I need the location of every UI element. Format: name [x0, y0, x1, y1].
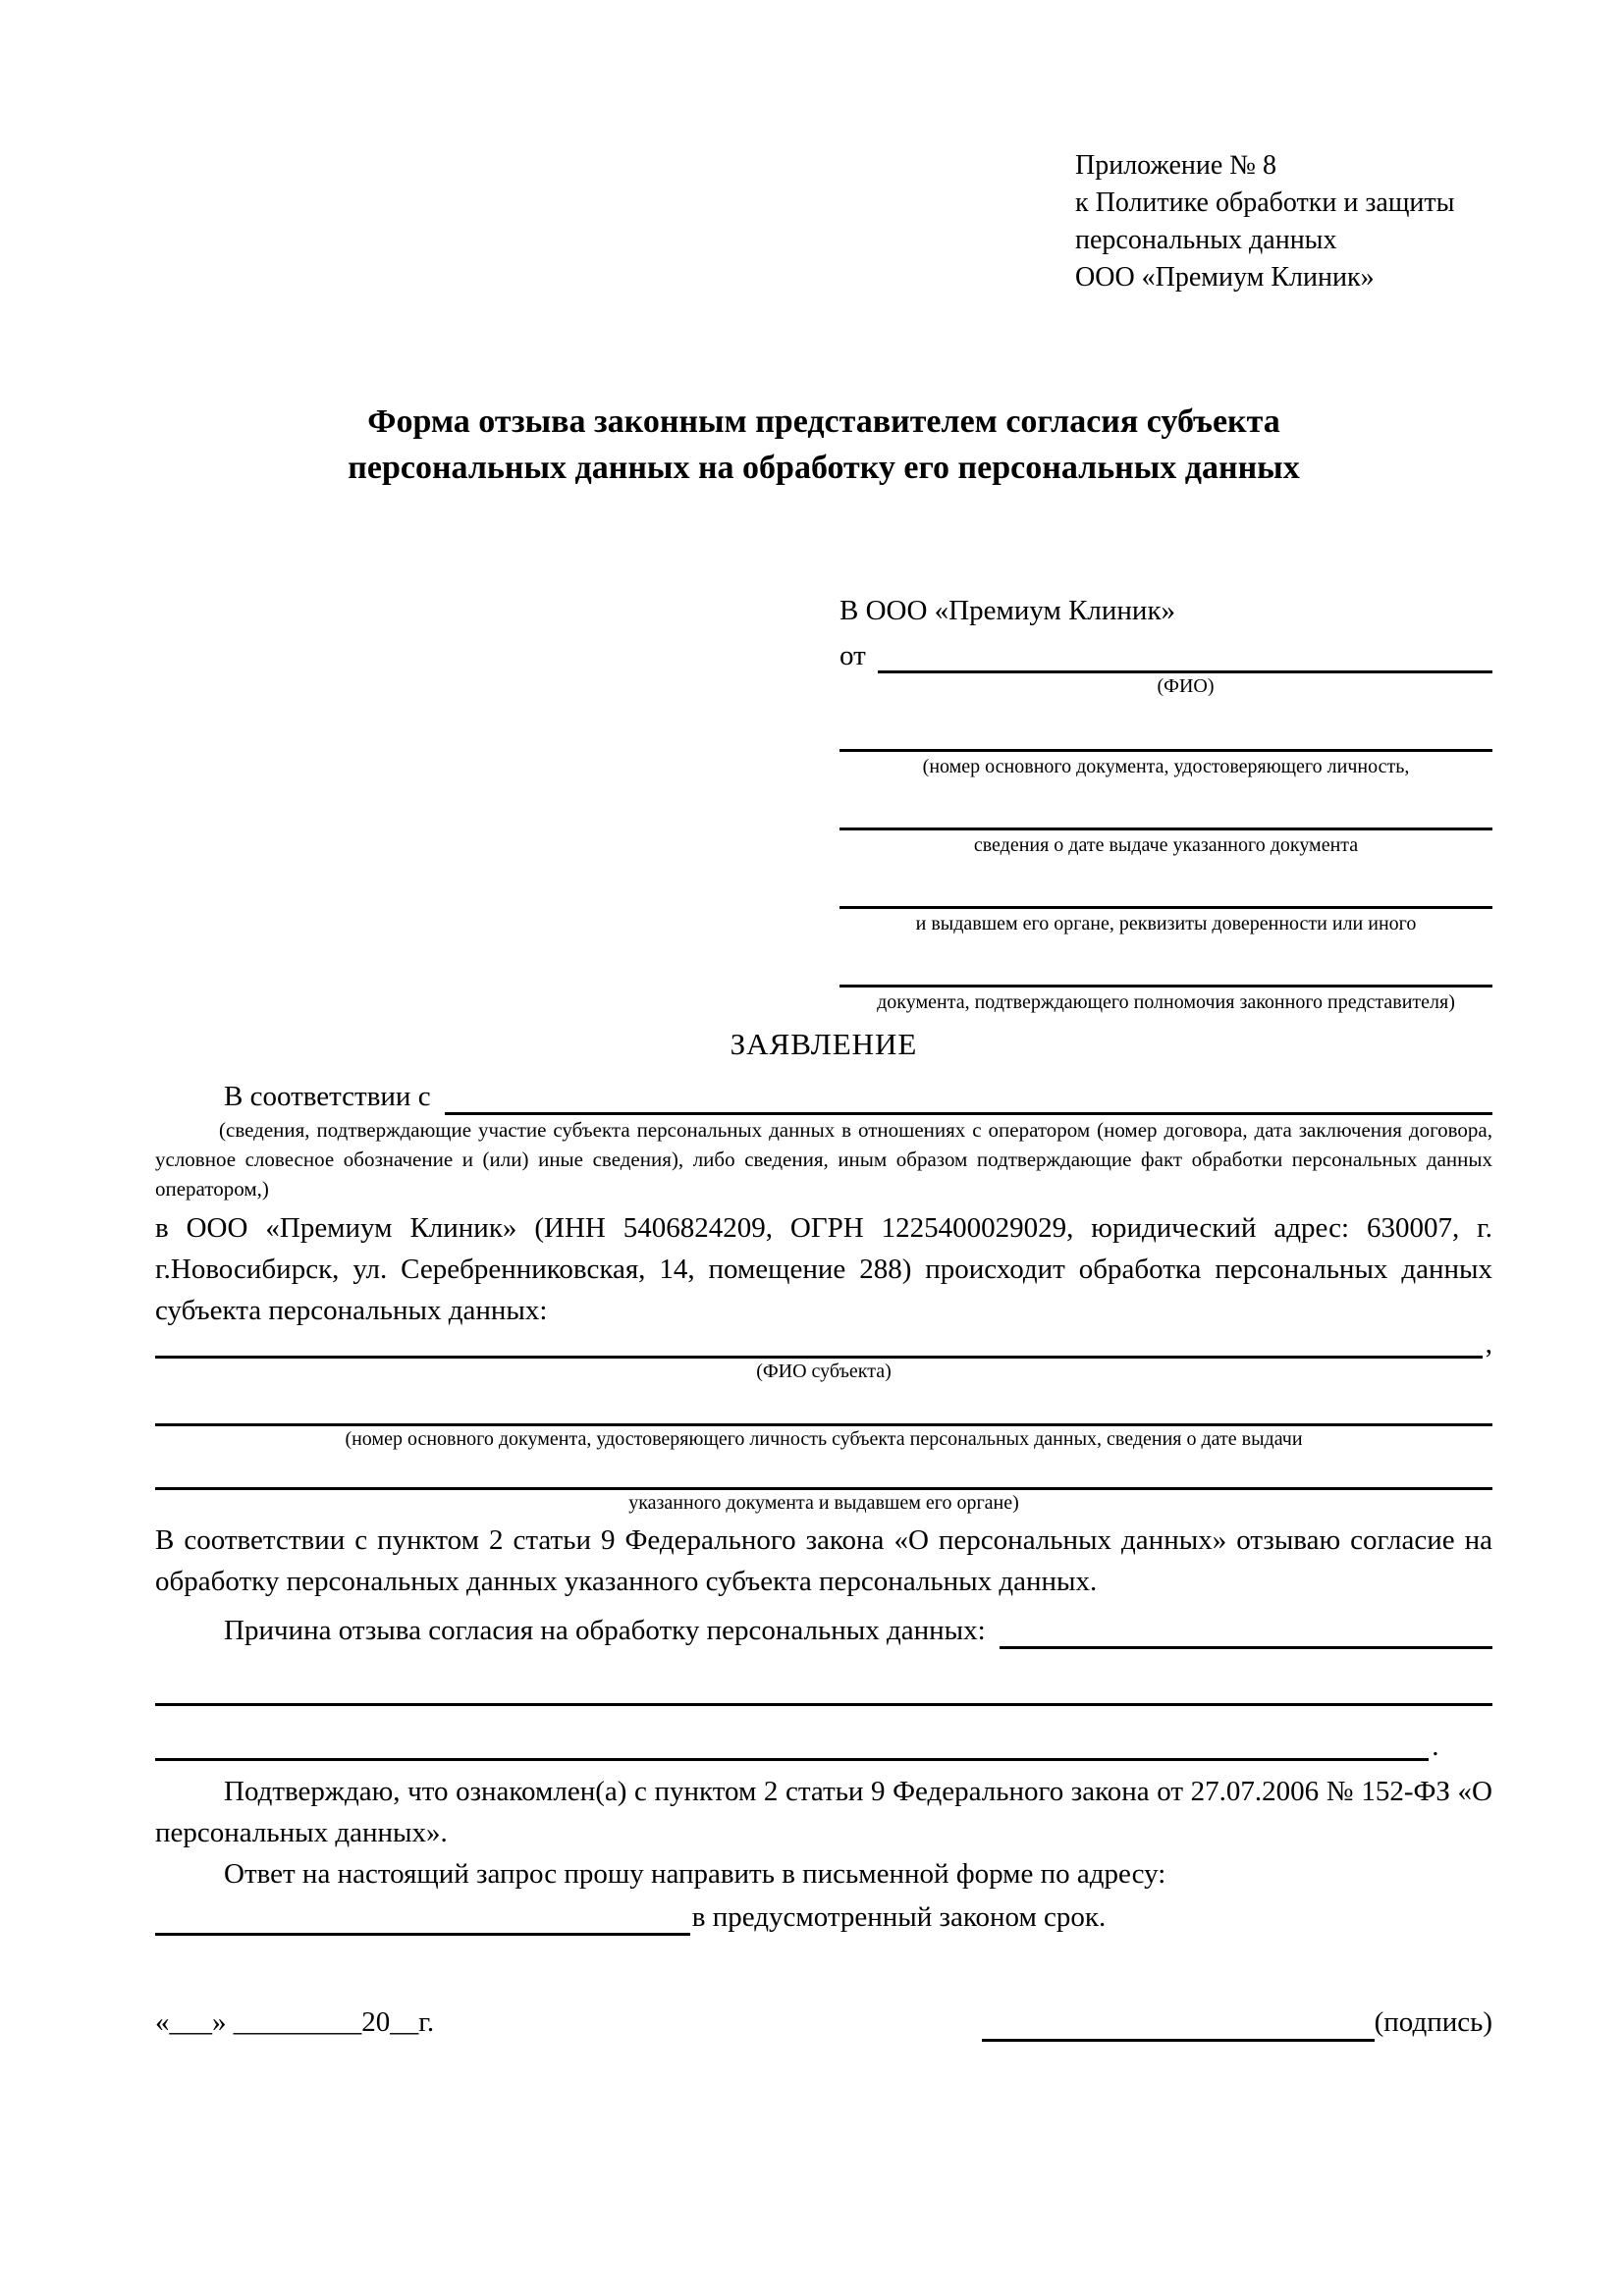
- document-title-line-2: персональных данных на обработку его персональных данных: [348, 450, 1300, 486]
- subject-fio-line: [155, 1328, 1492, 1360]
- subject-document-field-2: [155, 1452, 1492, 1514]
- blank-line-suffix: .: [1432, 1731, 1439, 1762]
- signature-caption: (подпись): [1374, 2006, 1492, 2038]
- reason-label: Причина отзыва согласия на обработку персональных данных:: [224, 1615, 986, 1646]
- fill-in-line: [155, 1452, 1492, 1490]
- field-caption-4: документа, подтверждающего полномочия законного представителя): [877, 991, 1455, 1013]
- reply-paragraph-lead: Ответ на настоящий запрос прошу направить в письменной форме по адресу:: [224, 1858, 1166, 1890]
- fill-in-line: [839, 783, 1492, 830]
- intro-label: В соответствии с: [224, 1081, 431, 1112]
- addressee-to: В ООО «Премиум Клиник»: [839, 595, 1176, 626]
- date-fill-in: «___» _________20__г.: [155, 2006, 435, 2038]
- fill-in-line: [839, 862, 1492, 909]
- subject-document-field-1: [155, 1384, 1492, 1450]
- fio-caption: (ФИО): [1157, 675, 1215, 697]
- signature-fill-in-line: [982, 2002, 1375, 2042]
- appendix-line-2: к Политике обработки и защиты: [1075, 187, 1455, 218]
- intro-note: (сведения, подтверждающие участие субъекта персональных данных в отношениях с оператором (номер договора, дата заключения договора, условное словесное обозначение и (или) иные сведения), либо сведения, иным образом подтверждающие факт обработки персональных данных оператором,): [155, 1118, 1492, 1201]
- id-document-field-2: [839, 783, 1492, 856]
- subject-fio-caption: (ФИО субъекта): [756, 1361, 892, 1382]
- id-document-field-3: [839, 862, 1492, 934]
- from-line: [839, 630, 1492, 673]
- fill-in-line: [155, 1668, 1492, 1706]
- appendix-line-4: ООО «Премиум Клиник»: [1075, 262, 1375, 293]
- subject-line-suffix: ,: [1485, 1328, 1492, 1360]
- fill-in-line: [155, 1723, 1429, 1761]
- intro-fill-in-line: [445, 1077, 1492, 1115]
- address-fill-in-line: [155, 1899, 690, 1936]
- document-title-line-1: Форма отзыва законным представителем согласия субъекта: [367, 403, 1280, 440]
- subject-doc-caption-2: указанного документа и выдавшем его органе): [628, 1492, 1019, 1514]
- appendix-line-3: персональных данных: [1075, 225, 1337, 255]
- id-document-field-1: [839, 705, 1492, 777]
- fill-in-line: [839, 940, 1492, 988]
- intro-line: [155, 1070, 1492, 1115]
- subject-doc-caption-1: (номер основного документа, удостоверяющего личность субъекта персональных данных, сведения о дате выдачи: [345, 1428, 1303, 1450]
- addressee-block: [839, 591, 1492, 1013]
- confirm-paragraph: Подтверждаю, что ознакомлен(а) с пунктом 2 статьи 9 Федерального закона от 27.07.2006 № 152-ФЗ «О персональных данных».: [155, 1776, 1492, 1848]
- from-label: от: [839, 640, 866, 671]
- reply-paragraph-tail: в предусмотренный законом срок.: [691, 1901, 1107, 1933]
- field-caption-1: (номер основного документа, удостоверяющего личность,: [922, 756, 1410, 777]
- id-document-field-4: [839, 940, 1492, 1013]
- reason-blank-line-1: [155, 1677, 1492, 1706]
- subject-fill-in-line: [155, 1320, 1483, 1359]
- appendix-line-1: Приложение № 8: [1075, 150, 1276, 181]
- operator-paragraph: в ООО «Премиум Клиник» (ИНН 5406824209, ОГРН 1225400029029, юридический адрес: 630007, г. г.Новосибирск, ул. Серебренниковская, 14, помещение 288) происходит обработка персональных данных субъекта персональных данных:: [155, 1212, 1492, 1326]
- reason-blank-line-2: [155, 1732, 1439, 1761]
- reply-address-line: [155, 1895, 1492, 1936]
- reason-fill-in-line: [1000, 1611, 1492, 1649]
- field-caption-3: и выдавшем его органе, реквизиты доверенности или иного: [915, 913, 1417, 934]
- from-fill-in-line: [878, 635, 1492, 673]
- document-title: [155, 399, 1492, 491]
- signature-block: [982, 2002, 1492, 2042]
- fill-in-line: [839, 705, 1492, 752]
- fill-in-line: [155, 1384, 1492, 1426]
- withdraw-paragraph: В соответствии с пунктом 2 статьи 9 Федерального закона «О персональных данных» отзываю согласие на обработку персональных данных указанного субъекта персональных данных.: [155, 1524, 1492, 1597]
- field-caption-2: сведения о дате выдаче указанного документа: [973, 834, 1359, 856]
- appendix-header: [1075, 147, 1492, 296]
- footer-line: [155, 1997, 1492, 2042]
- reason-line: [155, 1606, 1492, 1649]
- statement-heading: ЗАЯВЛЕНИЕ: [730, 1027, 918, 1061]
